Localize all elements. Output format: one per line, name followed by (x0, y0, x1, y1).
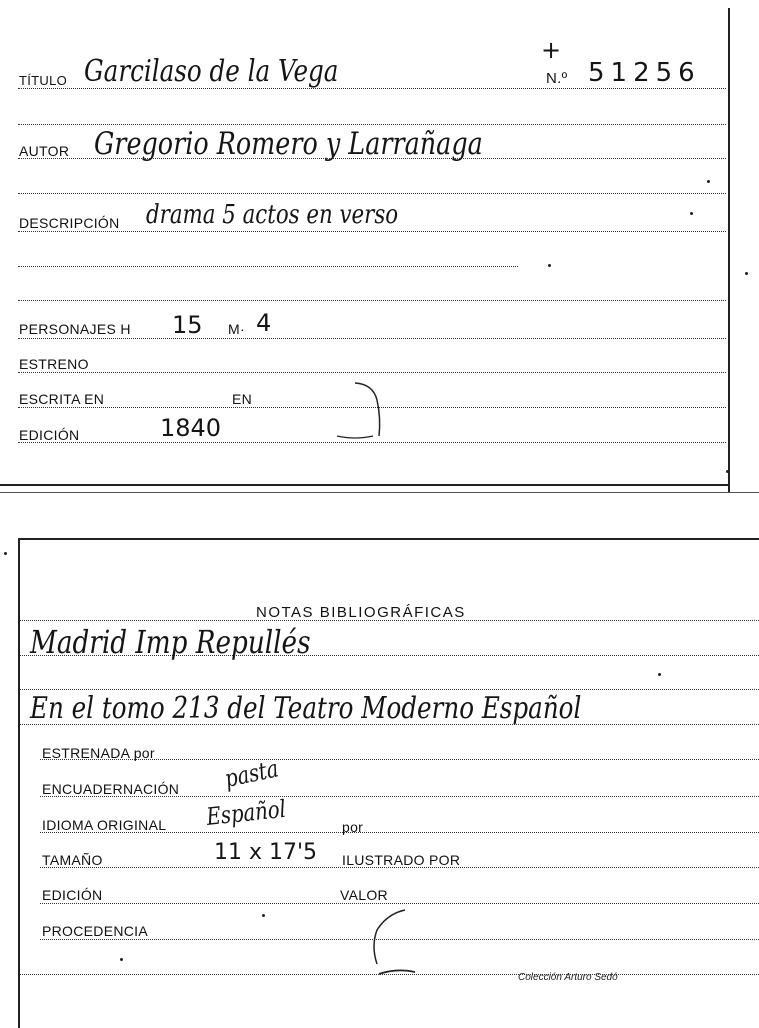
procedencia-label: PROCEDENCIA (42, 923, 148, 939)
numero-label: N.º (546, 70, 568, 87)
speck (658, 673, 661, 676)
por-label: por (342, 819, 364, 835)
notas-heading: NOTAS BIBLIOGRÁFICAS (256, 604, 466, 621)
estreno-line (18, 372, 726, 373)
valor-label: VALOR (340, 887, 388, 903)
titulo-value: Garcilaso de la Vega (84, 54, 339, 89)
speck (707, 180, 710, 183)
speck (120, 958, 123, 961)
edicion-line-2 (40, 903, 759, 904)
estrenada-label: ESTRENADA por (42, 745, 155, 761)
personajes-m-label: M· (228, 321, 245, 337)
speck (262, 914, 265, 917)
ilustrado-label: ILUSTRADO POR (342, 852, 461, 868)
autor-label: AUTOR (19, 143, 70, 159)
edicion-label-2: EDICIÓN (42, 887, 103, 903)
personajes-m-value: 4 (256, 309, 272, 337)
catalog-card-bottom (0, 538, 759, 1028)
encuadernacion-label: ENCUADERNACIÓN (42, 781, 180, 797)
personajes-label: PERSONAJES H (19, 321, 131, 337)
notas-line-1 (20, 620, 759, 621)
blank-line-4 (18, 300, 726, 301)
en-label: EN (232, 391, 253, 407)
escrita-en-label: ESCRITA EN (19, 391, 105, 407)
speck (690, 212, 693, 215)
personajes-line (18, 338, 726, 339)
descripcion-value: drama 5 actos en verso (146, 200, 399, 230)
punch-hole-mark (325, 378, 395, 448)
idioma-label: IDIOMA ORIGINAL (42, 817, 167, 833)
note-1-value: Madrid Imp Repullés (30, 623, 311, 661)
catalog-card-top (0, 0, 759, 492)
card-bottom-top-edge (18, 538, 759, 540)
numero-value: 51256 (588, 58, 701, 88)
encuadernacion-value: pasta (222, 754, 281, 793)
tamano-value: 11 x 17'5 (214, 840, 318, 865)
blank-line-1 (18, 124, 726, 125)
blank-line-3 (18, 266, 518, 267)
speck (726, 470, 729, 473)
note-2-value: En el tomo 213 del Teatro Moderno Español (30, 691, 582, 726)
punch-hole-mark (365, 906, 435, 981)
collection-label: Colección Arturo Sedó (518, 972, 618, 983)
descripcion-label: DESCRIPCIÓN (19, 215, 120, 231)
descripcion-line (18, 231, 726, 232)
blank-line-2 (18, 193, 726, 194)
notas-line-3 (20, 689, 759, 690)
speck (548, 264, 551, 267)
edicion-label: EDICIÓN (19, 427, 80, 443)
autor-value: Gregorio Romero y Larrañaga (94, 126, 483, 162)
card-top-outer-edge (0, 492, 759, 493)
personajes-h-value: 15 (172, 311, 203, 339)
card-top-right-edge (728, 8, 730, 492)
cross-mark: + (541, 36, 562, 64)
card-top-bottom-edge (0, 484, 730, 486)
idioma-value: Español (205, 794, 288, 831)
speck (4, 552, 7, 555)
titulo-label: TÍTULO (19, 73, 68, 88)
speck (745, 272, 748, 275)
card-bottom-left-edge (18, 538, 20, 1028)
estreno-label: ESTRENO (19, 356, 89, 372)
edicion-value: 1840 (160, 414, 222, 442)
tamano-label: TAMAÑO (42, 852, 103, 868)
